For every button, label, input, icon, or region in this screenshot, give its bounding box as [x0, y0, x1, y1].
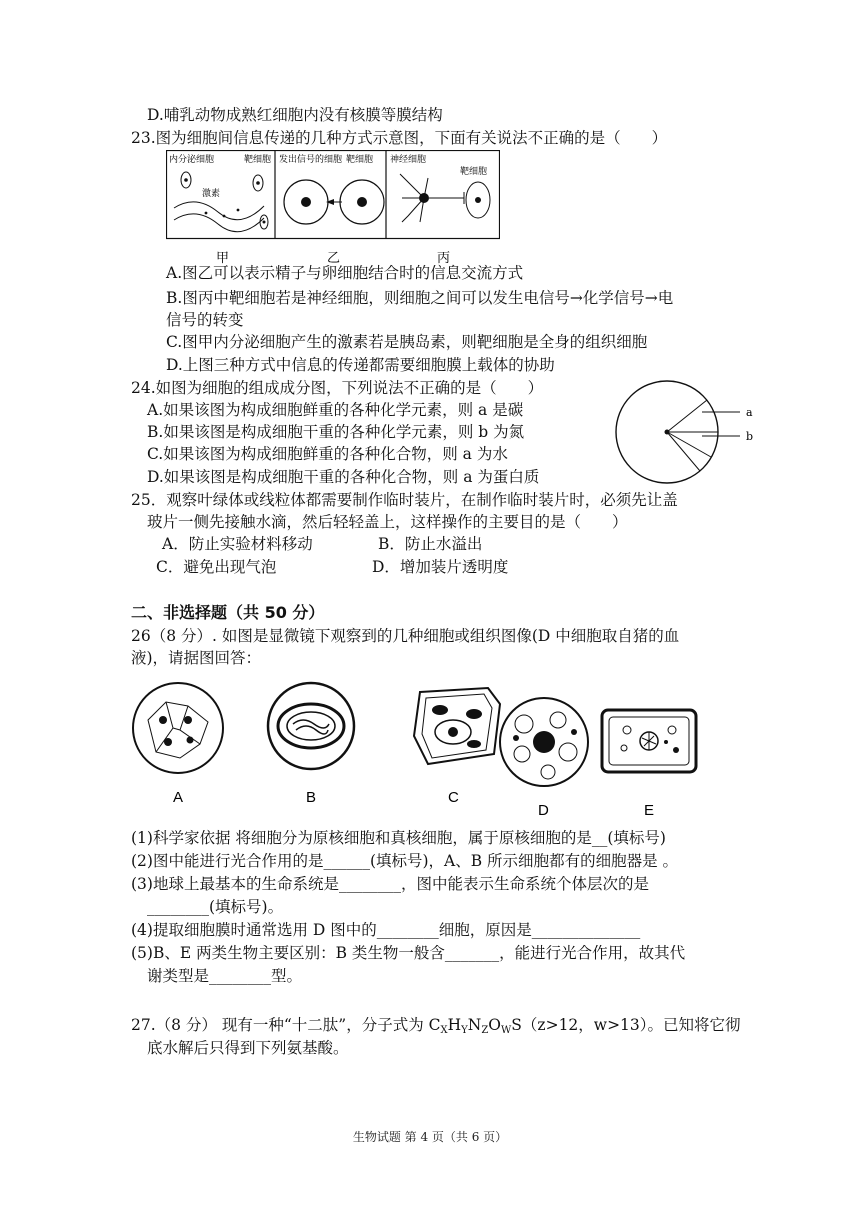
- signal-transmission-diagram: [166, 150, 500, 268]
- cell-image-c: [414, 688, 500, 806]
- panel3-title: 神经细胞: [390, 154, 427, 164]
- formula-o-sub: W: [501, 1025, 512, 1036]
- q25-option-b: B．防止水溢出: [378, 535, 483, 553]
- formula-n-sub: Z: [481, 1025, 489, 1036]
- q26-sub-4: (4)提取细胞膜时通常选用 D 图中的________细胞，原因是______________: [131, 921, 641, 939]
- hormone-label: 激素: [202, 188, 221, 198]
- q25-option-d: D．增加装片透明度: [372, 558, 509, 576]
- formula-h: H: [447, 1016, 462, 1034]
- panel3-target: 靶细胞: [460, 166, 488, 176]
- q27-stem-2: 底水解后只得到下列氨基酸。: [147, 1039, 349, 1057]
- q26-stem-1: 26（8 分）. 如图是显微镜下观察到的几种细胞或组织图像(D 中细胞取自猪的血: [131, 627, 680, 645]
- section-heading: 二、非选择题（共 50 分）: [131, 603, 325, 622]
- q26-sub-5b: 谢类型是________型。: [147, 967, 303, 985]
- figure-label-e: E: [644, 802, 655, 819]
- formula-n: N: [467, 1016, 482, 1034]
- formula-c-sub: X: [440, 1025, 448, 1036]
- q26-microscope-figure: [128, 680, 718, 820]
- cell-image-e: [602, 710, 696, 819]
- q23-option-b-2: 信号的转变: [166, 311, 244, 329]
- q24-pie-figure: [610, 378, 770, 486]
- q27-text-b: （z>12，w>13）。已知将它彻: [521, 1016, 741, 1034]
- cell-images: [128, 680, 718, 820]
- q23-option-d: D.上图三种方式中信息的传递都需要细胞膜上载体的协助: [166, 356, 555, 374]
- figure-label-a: A: [173, 789, 184, 806]
- q24-option-b: B.如果该图是构成细胞干重的各种化学元素，则 b 为氮: [147, 423, 525, 441]
- formula-o: O: [488, 1016, 502, 1034]
- q27-text-a: 27.（8 分） 现有一种“十二肽”，分子式为 C: [131, 1016, 441, 1034]
- q23-option-c: C.图甲内分泌细胞产生的激素若是胰岛素，则靶细胞是全身的组织细胞: [166, 333, 648, 351]
- figure-label-d: D: [538, 802, 549, 819]
- q24-option-c: C.如果该图为构成细胞鲜重的各种化合物，则 a 为水: [147, 445, 508, 463]
- cell-image-d: [500, 698, 588, 819]
- label-bing: 丙: [437, 251, 451, 266]
- label-jia: 甲: [216, 251, 230, 266]
- label-yi: 乙: [327, 251, 341, 266]
- pie-label-b: b: [746, 430, 754, 443]
- figure-label-c: C: [448, 789, 459, 806]
- q25-option-c: C．避免出现气泡: [156, 558, 277, 576]
- panel1-title: 内分泌细胞: [169, 154, 215, 164]
- pie-label-a: a: [746, 406, 753, 419]
- q23-option-b-1: B.图丙中靶细胞若是神经细胞，则细胞之间可以发生电信号→化学信号→电: [166, 289, 674, 307]
- q25-stem-1: 25．观察叶绿体或线粒体都需要制作临时装片，在制作临时装片时，必须先让盖: [131, 491, 678, 509]
- q23-stem: 23.图为细胞间信息传递的几种方式示意图，下面有关说法不正确的是（ ）: [131, 129, 668, 147]
- q26-sub-3b: ________(填标号)。: [147, 898, 284, 916]
- q23-figure: [166, 150, 500, 268]
- q24-option-a: A.如果该图为构成细胞鲜重的各种化学元素，则 a 是碳: [147, 401, 524, 419]
- q26-sub-1: (1)科学家依据 将细胞分为原核细胞和真核细胞，属于原核细胞的是__(填标号): [131, 829, 666, 847]
- q24-stem: 24.如图为细胞的组成成分图，下列说法不正确的是（ ）: [131, 379, 544, 397]
- cell-image-b: [268, 683, 354, 806]
- q26-sub-3a: (3)地球上最基本的生命系统是________，图中能表示生命系统个体层次的是: [131, 875, 649, 893]
- q26-stem-2: 液)，请据图回答：: [131, 649, 262, 667]
- q24-option-d: D.如果该图是构成细胞干重的各种化合物，则 a 为蛋白质: [147, 468, 540, 486]
- formula-h-sub: Y: [461, 1025, 468, 1036]
- panel2-title: 发出信号的细胞: [279, 154, 343, 164]
- figure-label-b: B: [306, 789, 317, 806]
- cell-image-a: [133, 683, 223, 806]
- q25-stem-2: 玻片一侧先接触水滴，然后轻轻盖上，这样操作的主要目的是（ ）: [147, 513, 628, 531]
- panel2-target: 靶细胞: [346, 154, 374, 164]
- composition-pie: [610, 378, 770, 486]
- formula-s: S: [511, 1016, 522, 1034]
- q23-option-a: A.图乙可以表示精子与卵细胞结合时的信息交流方式: [166, 264, 524, 282]
- q26-sub-2: (2)图中能进行光合作用的是______(填标号)，A、B 所示细胞都有的细胞器是 。: [131, 852, 678, 870]
- q25-option-a: A．防止实验材料移动: [162, 535, 313, 553]
- q26-sub-5a: (5)B、E 两类生物主要区别：B 类生物一般含_______，能进行光合作用，故其代: [131, 944, 686, 962]
- q22-option-d: D.哺乳动物成熟红细胞内没有核膜等膜结构: [147, 106, 443, 124]
- page-footer: 生物试题 第 4 页（共 6 页）: [352, 1130, 508, 1144]
- panel1-target: 靶细胞: [244, 154, 272, 164]
